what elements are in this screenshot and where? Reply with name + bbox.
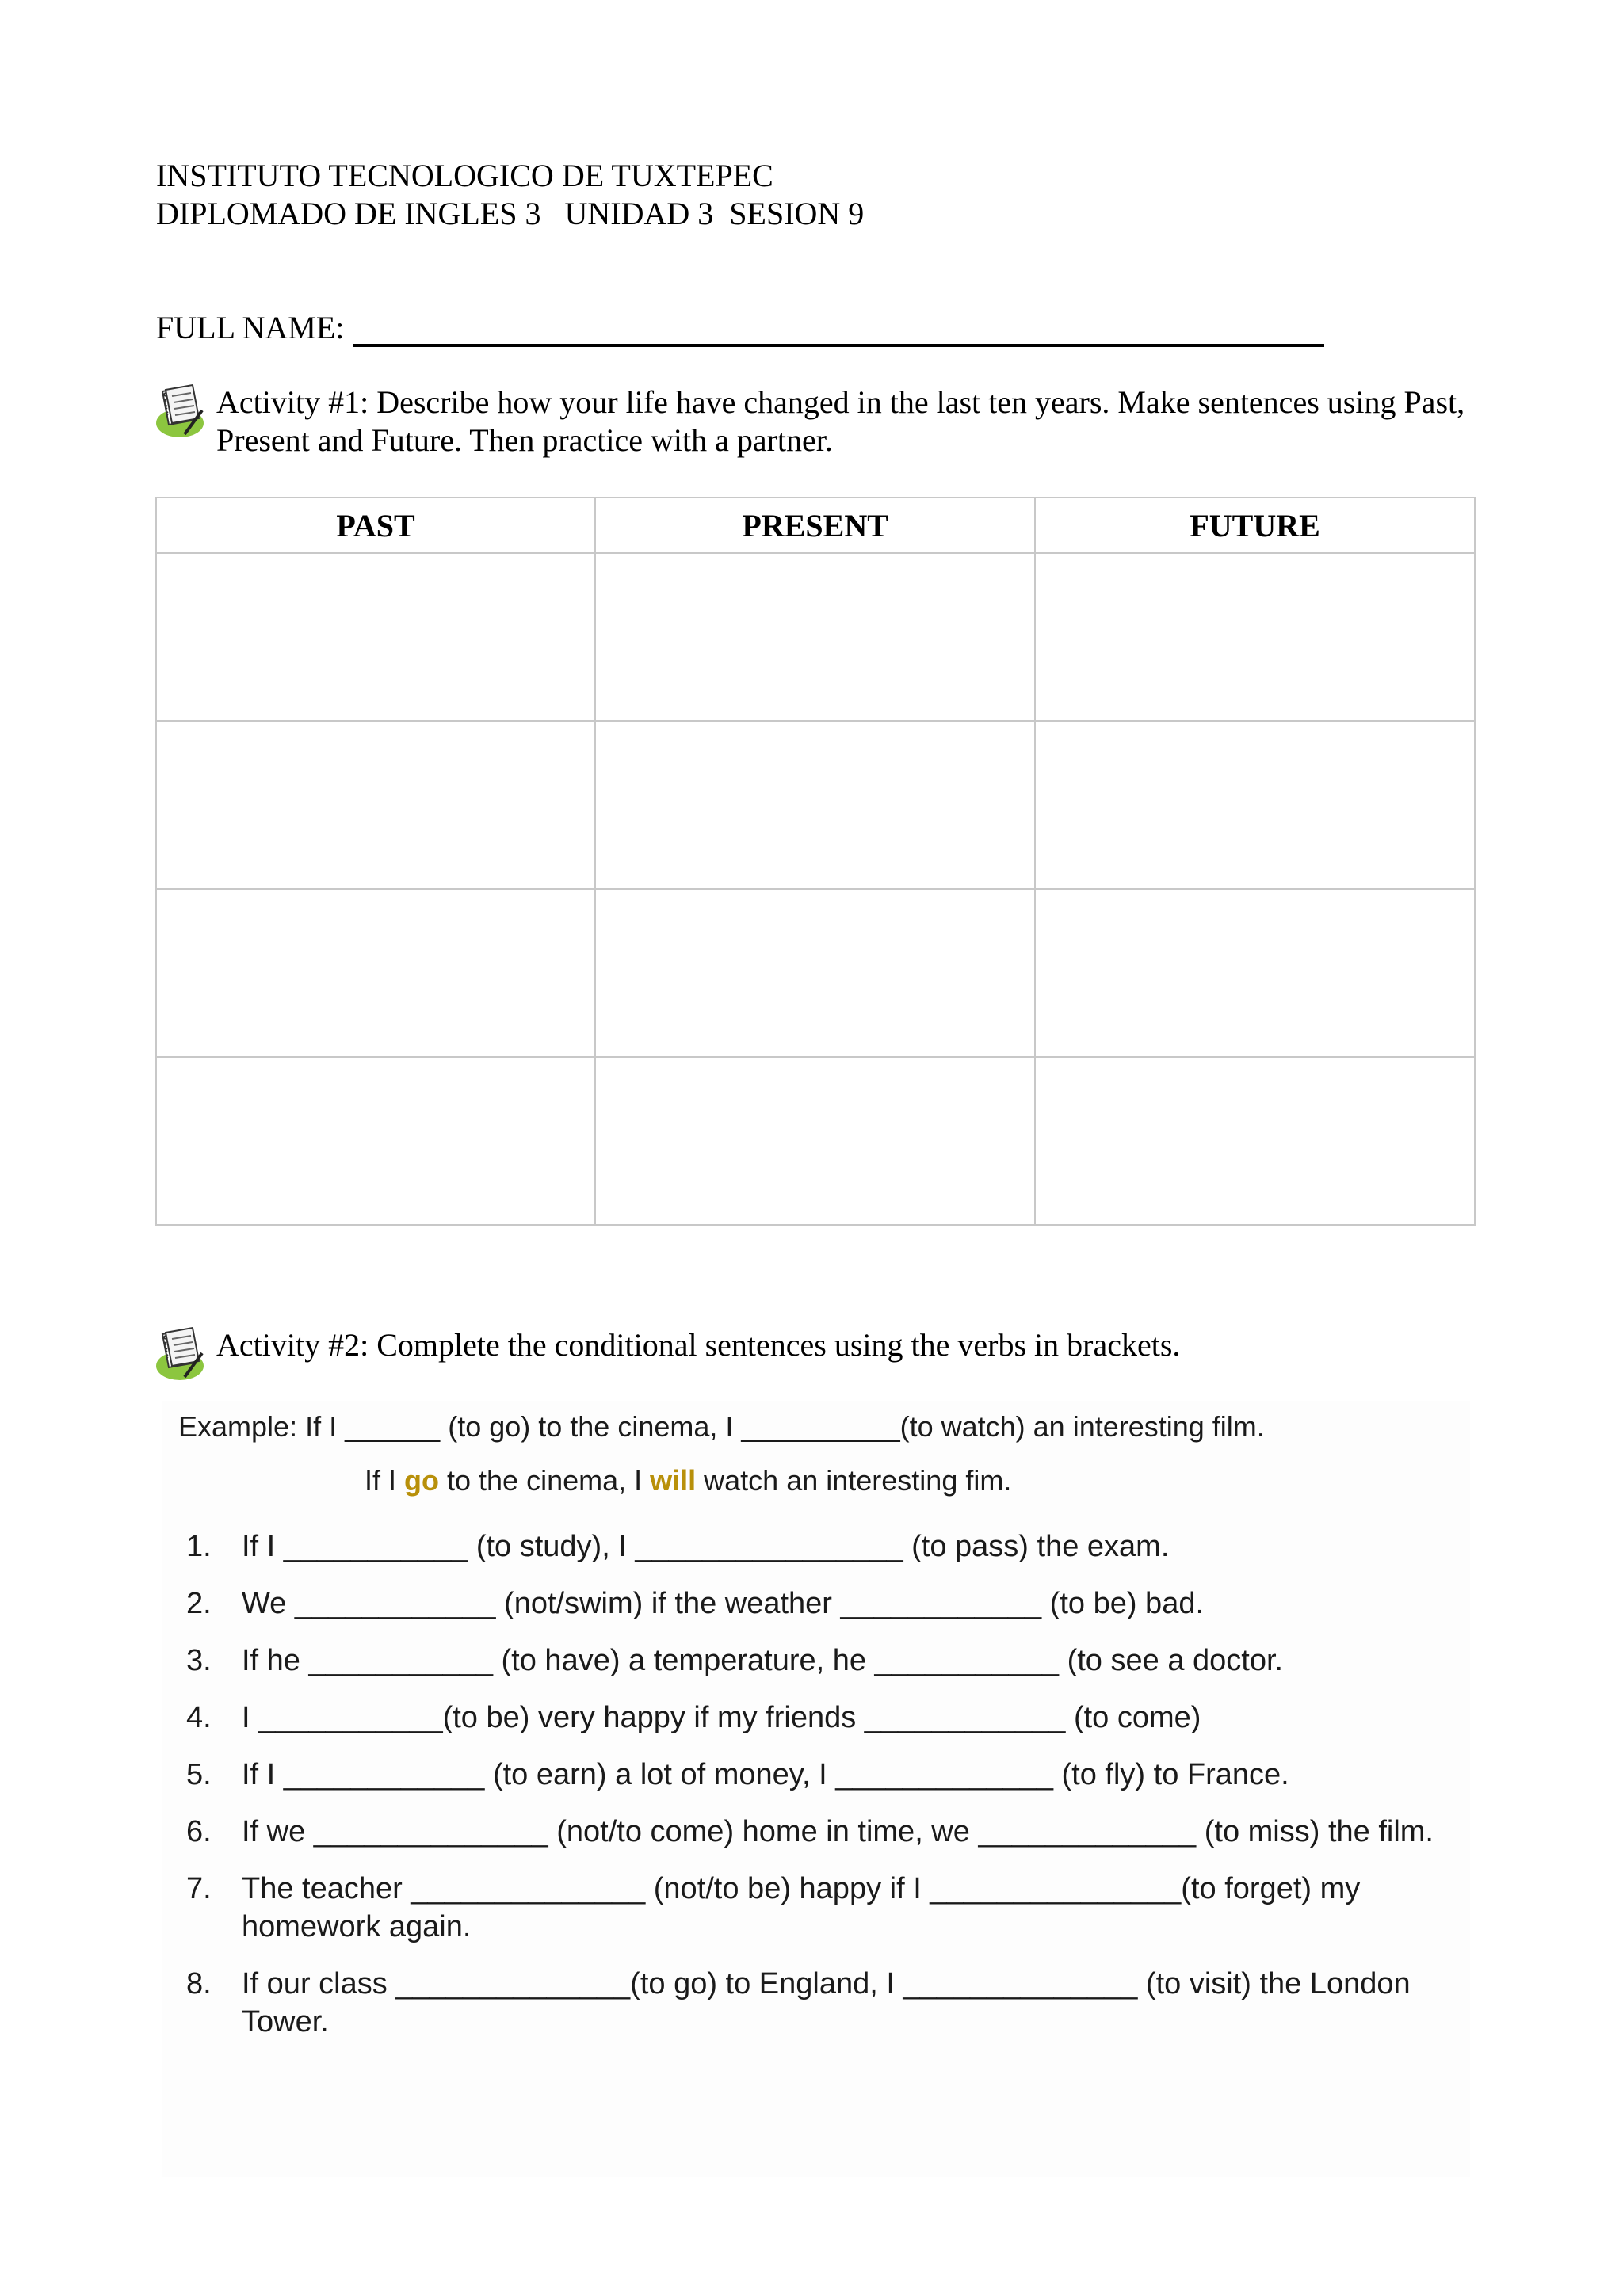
example-answer — [365, 1464, 1011, 1497]
activity-1 — [153, 383, 1516, 460]
table-cell[interactable] — [1035, 889, 1475, 1057]
column-header-past: PAST — [156, 498, 595, 553]
list-item — [186, 1699, 1470, 1737]
table-row — [156, 721, 1475, 889]
table-cell[interactable] — [156, 721, 595, 889]
list-item — [186, 1870, 1470, 1946]
example-sentence: Example: If I ______ (to go) to the cinema, I __________(to watch) an interesting film. — [178, 1410, 1265, 1443]
item-text: If I ____________ (to earn) a lot of money, I _____________ (to fly) to France. — [242, 1758, 1289, 1791]
item-number: 7. — [186, 1872, 212, 1905]
item-number: 4. — [186, 1701, 212, 1734]
table-row — [156, 553, 1475, 721]
activity-2-instructions: Activity #2: Complete the conditional sentences using the verbs in brackets. — [216, 1327, 1181, 1363]
document-header — [156, 157, 864, 233]
table-cell[interactable] — [1035, 553, 1475, 721]
table-cell[interactable] — [595, 889, 1035, 1057]
item-number: 3. — [186, 1644, 212, 1677]
conditional-exercise — [162, 1401, 1470, 2177]
past-present-future-table — [155, 497, 1476, 1226]
table-cell[interactable] — [1035, 721, 1475, 889]
list-item — [186, 1585, 1470, 1623]
list-item — [186, 1642, 1470, 1680]
answer-part: If I — [365, 1464, 405, 1497]
item-text: We ____________ (not/swim) if the weather ____________ (to be) bad. — [242, 1587, 1205, 1620]
list-item — [186, 1756, 1470, 1794]
exercise-list — [186, 1527, 1470, 2060]
list-item — [186, 1965, 1470, 2041]
activity-1-instructions: Activity #1: Describe how your life have changed in the last ten years. Make sentences using Past, Present and Future. Then practice with a partner. — [216, 384, 1465, 458]
column-header-future: FUTURE — [1035, 498, 1475, 553]
item-text: If he ___________ (to have) a temperature, he ___________ (to see a doctor. — [242, 1644, 1284, 1677]
item-text: I ___________(to be) very happy if my friends ____________ (to come) — [242, 1701, 1201, 1734]
answer-part: watch an interesting fim. — [696, 1464, 1012, 1497]
answer-part: to the cinema, I — [439, 1464, 651, 1497]
list-item — [186, 1527, 1470, 1566]
answer-highlight: will — [650, 1464, 697, 1497]
activity-2 — [153, 1326, 1516, 1390]
table-cell[interactable] — [1035, 1057, 1475, 1225]
item-number: 6. — [186, 1815, 212, 1848]
table-cell[interactable] — [595, 1057, 1035, 1225]
table-cell[interactable] — [156, 1057, 595, 1225]
table-cell[interactable] — [595, 553, 1035, 721]
table-row — [156, 1057, 1475, 1225]
list-item — [186, 1813, 1470, 1851]
institute-name: INSTITUTO TECNOLOGICO DE TUXTEPEC — [156, 158, 773, 193]
full-name-label: FULL NAME: — [156, 310, 345, 345]
item-number: 5. — [186, 1758, 212, 1791]
item-number: 8. — [186, 1967, 212, 2000]
notebook-pen-icon — [153, 379, 216, 442]
table-row — [156, 889, 1475, 1057]
item-text: If our class ______________(to go) to England, I ______________ (to visit) the London Tower. — [242, 1967, 1411, 2039]
course-info: DIPLOMADO DE INGLES 3 UNIDAD 3 SESION 9 — [156, 196, 865, 231]
column-header-present: PRESENT — [595, 498, 1035, 553]
item-number: 1. — [186, 1530, 212, 1563]
table-cell[interactable] — [595, 721, 1035, 889]
answer-highlight: go — [404, 1464, 439, 1497]
item-text: If I ___________ (to study), I ________________ (to pass) the exam. — [242, 1530, 1170, 1563]
table-cell[interactable] — [156, 889, 595, 1057]
item-text: If we ______________ (not/to come) home in time, we _____________ (to miss) the film. — [242, 1815, 1434, 1848]
item-number: 2. — [186, 1587, 212, 1620]
table-cell[interactable] — [156, 553, 595, 721]
item-text: The teacher ______________ (not/to be) happy if I _______________(to forget) my homework again. — [242, 1872, 1361, 1943]
full-name-field — [156, 309, 1324, 347]
notebook-pen-icon — [153, 1322, 216, 1385]
table-header-row — [156, 498, 1475, 553]
full-name-blank-line[interactable] — [353, 314, 1324, 347]
